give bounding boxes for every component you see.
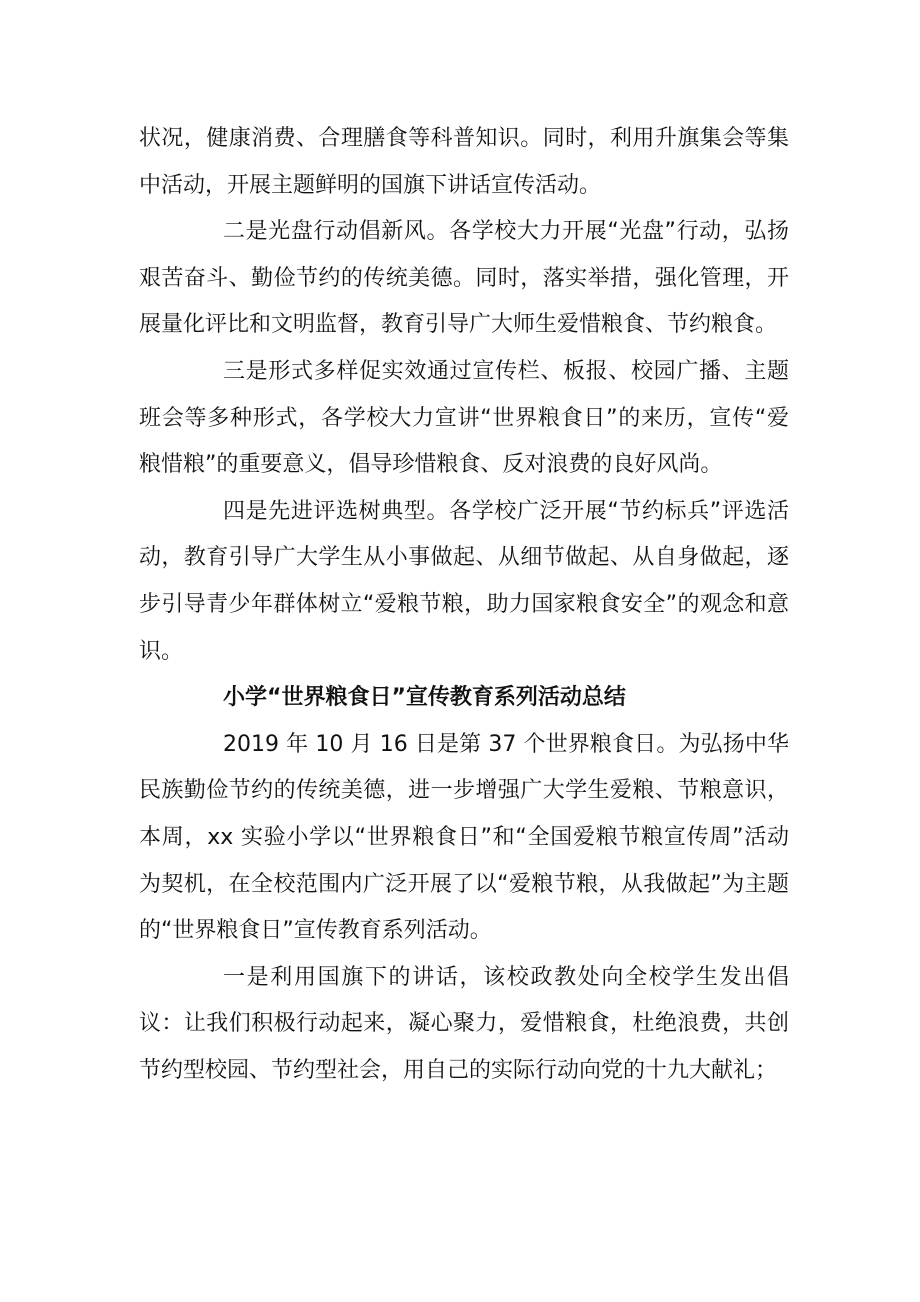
paragraph-diverse-forms: 三是形式多样促实效通过宣传栏、板报、校园广播、主题班会等多种形式，各学校大力宣讲“世界粮食日”的来历，宣传“爱粮惜粮”的重要意义，倡导珍惜粮食、反对浪费的良好风尚。 — [139, 358, 789, 478]
paragraph-clean-plate: 二是光盘行动倡新风。各学校大力开展“光盘”行动，弘扬艰苦奋斗、勤俭节约的传统美德。同时，落实举措，强化管理，开展量化评比和文明监督，教育引导广大师生爱惜粮食、节约粮食。 — [139, 219, 789, 338]
paragraph-food-day-intro: 2019 年 10 月 16 日是第 37 个世界粮食日。为弘扬中华民族勤俭节约的传统美德，进一步增强广大学生爱粮、节粮意识，本周，xx 实验小学以“世界粮食日”和“全国爱粮节粮宣传周”活动为契机，在全校范围内广泛开展了以“爱粮节粮，从我做起”为主题的“世界粮食日”宣传教育系列活动。 — [139, 731, 789, 944]
paragraph-continuation: 状况，健康消费、合理膳食等科普知识。同时，利用升旗集会等集中活动，开展主题鲜明的国旗下讲话宣传活动。 — [139, 126, 789, 198]
paragraph-model-selection: 四是先进评选树典型。各学校广泛开展“节约标兵”评选活动，教育引导广大学生从小事做起、从细节做起、从自身做起，逐步引导青少年群体树立“爱粮节粮，助力国家粮食安全”的观念和意识。 — [139, 498, 789, 664]
document-body — [139, 116, 789, 1094]
section-heading: 小学“世界粮食日”宣传教育系列活动总结 — [223, 685, 626, 711]
paragraph-flag-speech: 一是利用国旗下的讲话，该校政教处向全校学生发出倡议：让我们积极行动起来，凝心聚力，爱惜粮食，杜绝浪费，共创节约型校园、节约型社会，用自己的实际行动向党的十九大献礼； — [139, 964, 789, 1083]
